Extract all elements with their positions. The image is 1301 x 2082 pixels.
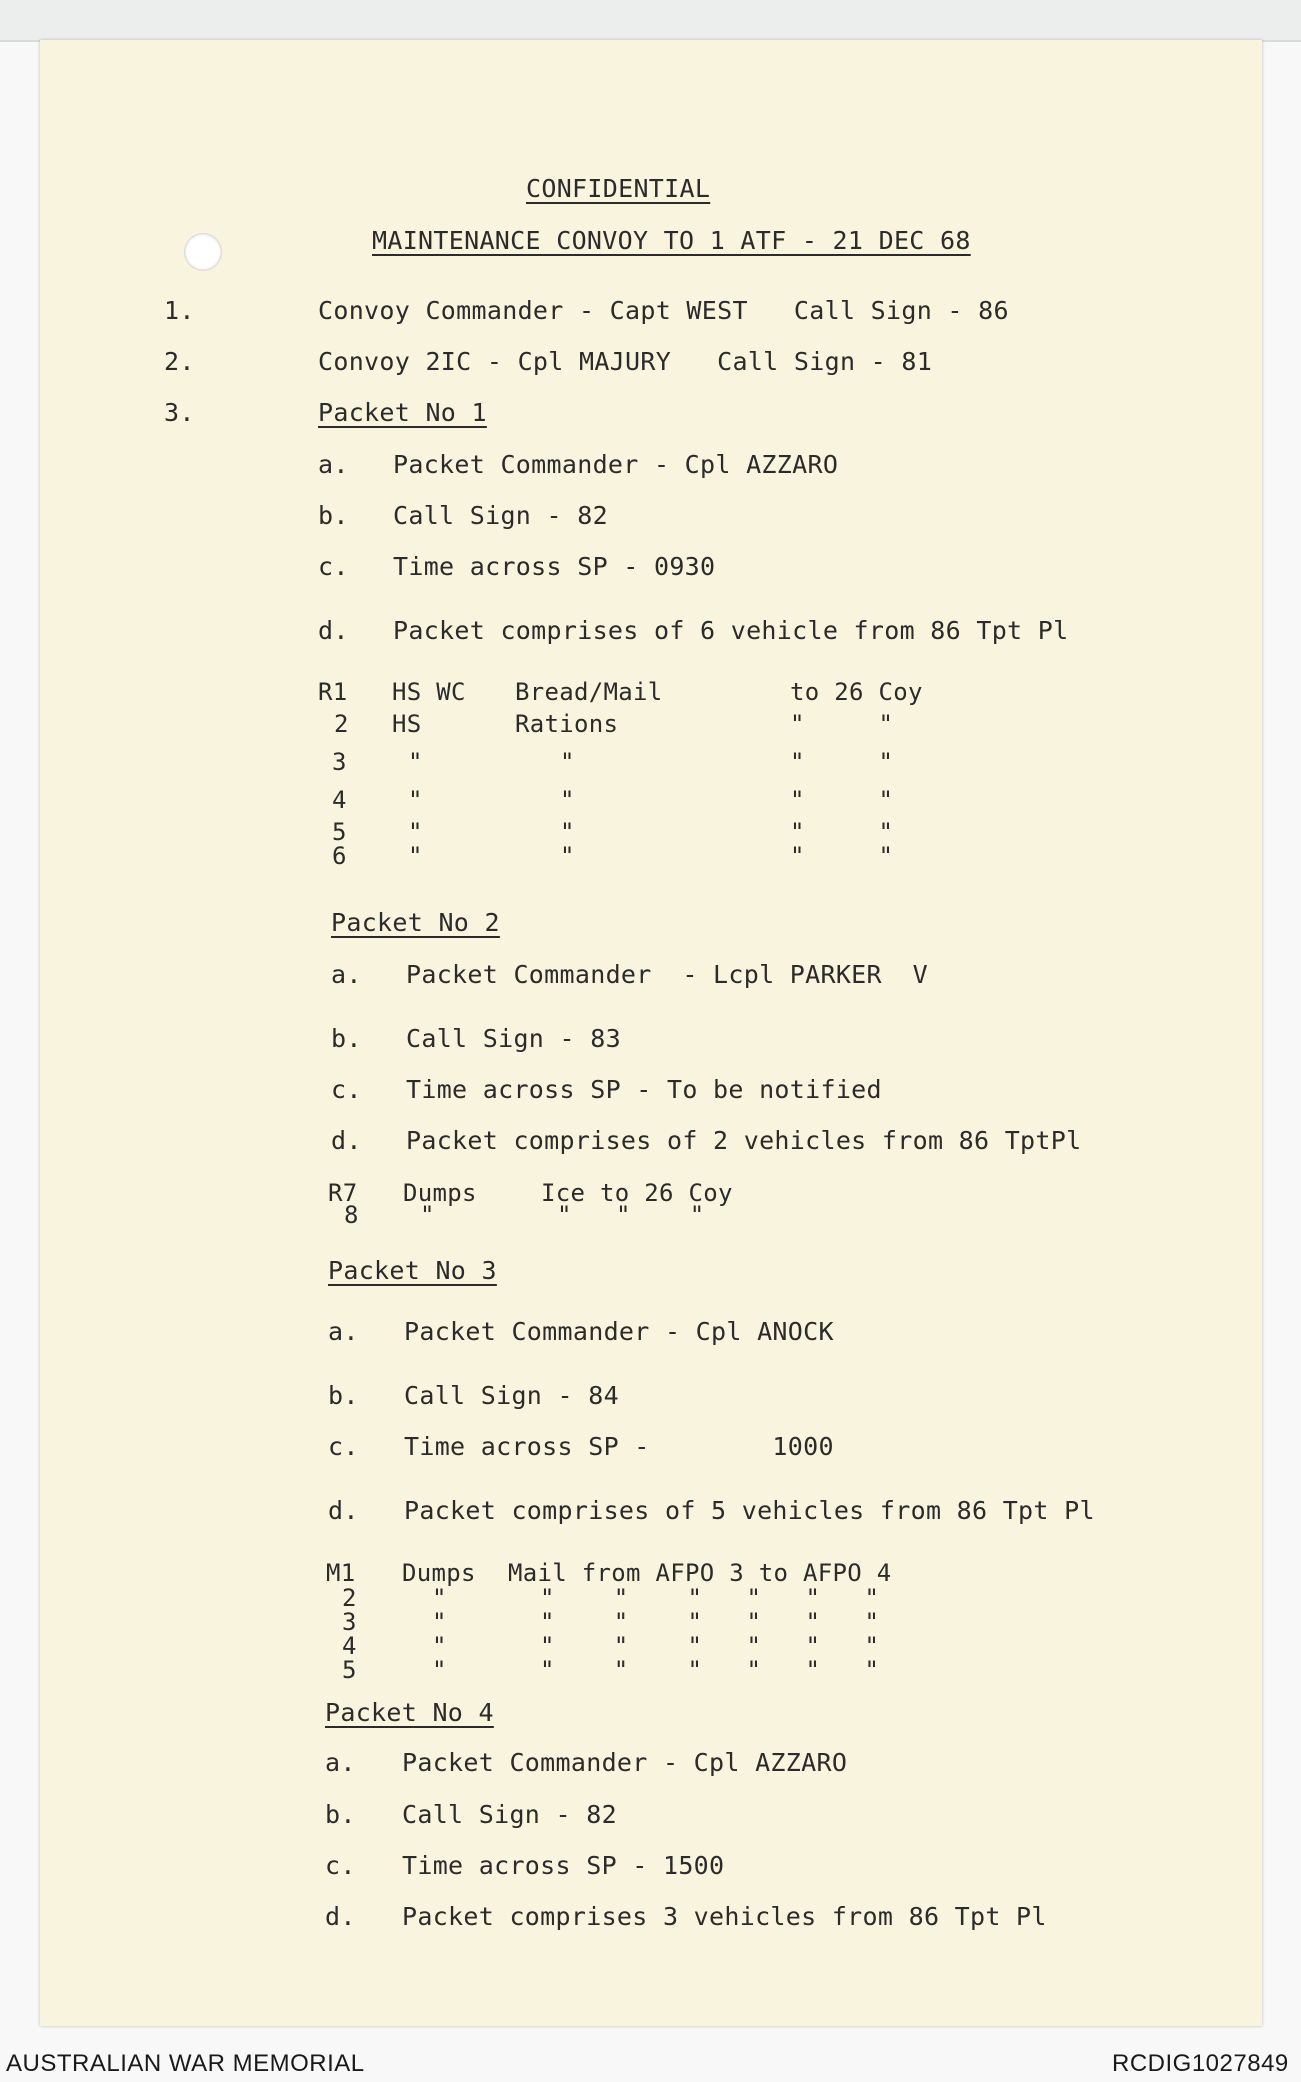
vehicle-load: "	[560, 748, 575, 776]
vehicle-destination: to 26 Coy	[790, 678, 923, 706]
vehicle-unit: "	[408, 786, 423, 814]
vehicle-id: R7	[328, 1179, 358, 1207]
line-letter: a.	[318, 450, 349, 479]
line-text: Packet Commander - Cpl AZZARO	[402, 1748, 848, 1777]
vehicle-load: Mail from AFPO 3 to AFPO 4	[508, 1559, 892, 1587]
vehicle-id: 3	[342, 1608, 357, 1636]
packet-heading: Packet No 2	[331, 908, 500, 937]
line-text: Time across SP - 1500	[402, 1851, 725, 1880]
vehicle-id: 8	[344, 1201, 359, 1229]
vehicle-destination: " "	[790, 710, 894, 738]
packet-heading: Packet No 4	[325, 1698, 494, 1727]
vehicle-unit: "	[432, 1584, 447, 1612]
archive-id: RCDIG1027849	[1112, 2050, 1289, 2077]
line-text: Time across SP - 1000	[404, 1432, 834, 1461]
line-letter: b.	[331, 1024, 362, 1053]
vehicle-unit: Dumps	[403, 1179, 477, 1207]
line-letter: c.	[325, 1851, 356, 1880]
line-letter: d.	[325, 1902, 356, 1931]
line-letter: c.	[318, 552, 349, 581]
vehicle-id: 2	[342, 1584, 357, 1612]
vehicle-load: " " "	[557, 1201, 705, 1229]
punch-hole	[184, 233, 222, 271]
line-text: Call Sign - 82	[402, 1800, 617, 1829]
vehicle-load: " " " " " "	[540, 1608, 880, 1636]
vehicle-load: Bread/Mail	[515, 678, 663, 706]
vehicle-unit: "	[432, 1632, 447, 1660]
item-number: 3.	[164, 398, 195, 427]
archive-label: AUSTRALIAN WAR MEMORIAL	[6, 2050, 365, 2077]
vehicle-unit: HS WC	[392, 678, 466, 706]
line-letter: d.	[318, 616, 349, 645]
item-number: 1.	[164, 296, 195, 325]
vehicle-id: 6	[332, 842, 347, 870]
vehicle-unit: "	[432, 1656, 447, 1684]
line-text: Time across SP - 0930	[393, 552, 716, 581]
vehicle-destination: " "	[790, 748, 894, 776]
vehicle-destination: " "	[790, 842, 894, 870]
line-text: Packet comprises of 2 vehicles from 86 TptPl	[406, 1126, 1082, 1155]
item-text: Convoy Commander - Capt WEST Call Sign - 86	[318, 296, 1009, 325]
vehicle-destination: " "	[790, 786, 894, 814]
line-letter: b.	[318, 501, 349, 530]
vehicle-id: 5	[332, 818, 347, 846]
vehicle-id: 4	[332, 786, 347, 814]
line-letter: a.	[328, 1317, 359, 1346]
vehicle-id: R1	[318, 678, 348, 706]
line-text: Packet Commander - Cpl AZZARO	[393, 450, 839, 479]
vehicle-unit: "	[432, 1608, 447, 1636]
line-letter: d.	[331, 1126, 362, 1155]
vehicle-load: Rations	[515, 710, 619, 738]
line-text: Time across SP - To be notified	[406, 1075, 882, 1104]
line-letter: a.	[325, 1748, 356, 1777]
line-letter: d.	[328, 1496, 359, 1525]
vehicle-unit: Dumps	[402, 1559, 476, 1587]
vehicle-id: M1	[326, 1559, 356, 1587]
vehicle-load: " " " " " "	[540, 1584, 880, 1612]
vehicle-load: " " " " " "	[540, 1632, 880, 1660]
item-number: 2.	[164, 347, 195, 376]
vehicle-unit: "	[408, 818, 423, 846]
vehicle-load: "	[560, 842, 575, 870]
vehicle-id: 3	[332, 748, 347, 776]
document-title: MAINTENANCE CONVOY TO 1 ATF - 21 DEC 68	[372, 226, 971, 255]
vehicle-load: "	[560, 786, 575, 814]
line-text: Packet Commander - Cpl ANOCK	[404, 1317, 834, 1346]
line-letter: a.	[331, 960, 362, 989]
vehicle-unit: HS	[392, 710, 422, 738]
line-text: Packet comprises 3 vehicles from 86 Tpt Pl	[402, 1902, 1047, 1931]
item-text: Convoy 2IC - Cpl MAJURY Call Sign - 81	[318, 347, 933, 376]
line-text: Call Sign - 83	[406, 1024, 621, 1053]
line-text: Packet Commander - Lcpl PARKER V	[406, 960, 928, 989]
vehicle-load: " " " " " "	[540, 1656, 880, 1684]
packet-heading: Packet No 1	[318, 398, 487, 427]
scan-top-band	[0, 0, 1301, 42]
packet-heading: Packet No 3	[328, 1256, 497, 1285]
line-text: Call Sign - 84	[404, 1381, 619, 1410]
vehicle-load: "	[560, 818, 575, 846]
line-text: Call Sign - 82	[393, 501, 608, 530]
line-letter: c.	[328, 1432, 359, 1461]
vehicle-destination: " "	[790, 818, 894, 846]
vehicle-id: 5	[342, 1656, 357, 1684]
vehicle-unit: "	[408, 842, 423, 870]
vehicle-id: 4	[342, 1632, 357, 1660]
line-letter: c.	[331, 1075, 362, 1104]
line-letter: b.	[328, 1381, 359, 1410]
line-text: Packet comprises of 6 vehicle from 86 Tpt Pl	[393, 616, 1069, 645]
line-text: Packet comprises of 5 vehicles from 86 Tpt Pl	[404, 1496, 1095, 1525]
vehicle-unit: "	[420, 1201, 435, 1229]
line-letter: b.	[325, 1800, 356, 1829]
classification-heading: CONFIDENTIAL	[526, 174, 711, 203]
document-page	[40, 40, 1262, 2026]
vehicle-unit: "	[408, 748, 423, 776]
vehicle-load: Ice to 26 Coy	[541, 1179, 733, 1207]
vehicle-id: 2	[334, 710, 349, 738]
